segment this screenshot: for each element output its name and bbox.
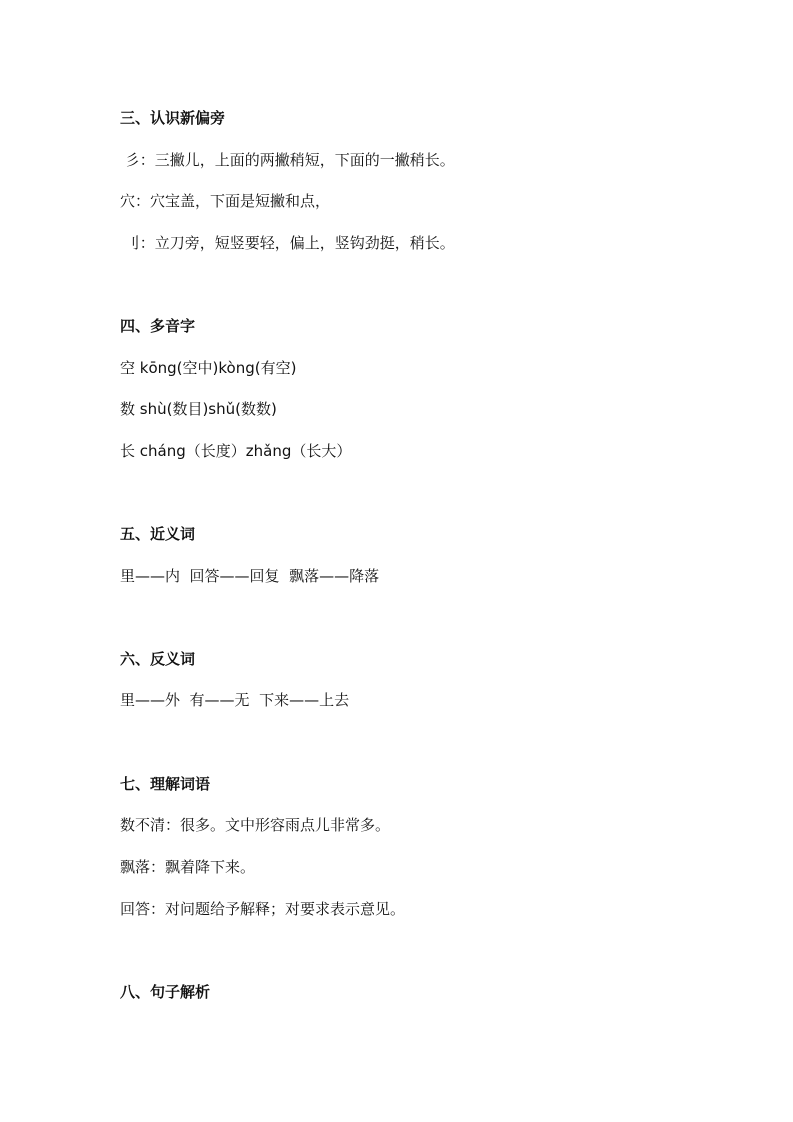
polyphone-line-chang: 长 cháng（长度）zhǎng（长大） bbox=[120, 442, 352, 460]
vocabulary-line-huida: 回答：对问题给予解释；对要求表示意见。 bbox=[120, 900, 406, 918]
section-heading-polyphones: 四、多音字 bbox=[120, 317, 196, 335]
polyphone-line-shu: 数 shù(数目)shǔ(数数) bbox=[120, 400, 277, 418]
vocabulary-line-shubuqing: 数不清：很多。文中形容雨点儿非常多。 bbox=[120, 816, 391, 834]
radical-line-shan: 彡：三撇儿，上面的两撇稍短，下面的一撇稍长。 bbox=[120, 151, 455, 169]
section-heading-sentence-analysis: 八、句子解析 bbox=[120, 983, 211, 1001]
radical-line-lidao: 刂：立刀旁，短竖要轻，偏上，竖钩劲挺，稍长。 bbox=[120, 234, 455, 252]
section-heading-vocabulary: 七、理解词语 bbox=[120, 775, 211, 793]
polyphone-line-kong: 空 kōng(空中)kòng(有空) bbox=[120, 359, 297, 377]
section-heading-antonyms: 六、反义词 bbox=[120, 650, 196, 668]
antonyms-line: 里——外 有——无 下来——上去 bbox=[120, 691, 350, 709]
radical-line-xue: 穴：穴宝盖，下面是短撇和点， bbox=[120, 192, 331, 210]
vocabulary-line-piaoluo: 飘落：飘着降下来。 bbox=[120, 858, 256, 876]
section-heading-new-radicals: 三、认识新偏旁 bbox=[120, 109, 226, 127]
synonyms-line: 里——内 回答——回复 飘落——降落 bbox=[120, 567, 380, 585]
section-heading-synonyms: 五、近义词 bbox=[120, 525, 196, 543]
